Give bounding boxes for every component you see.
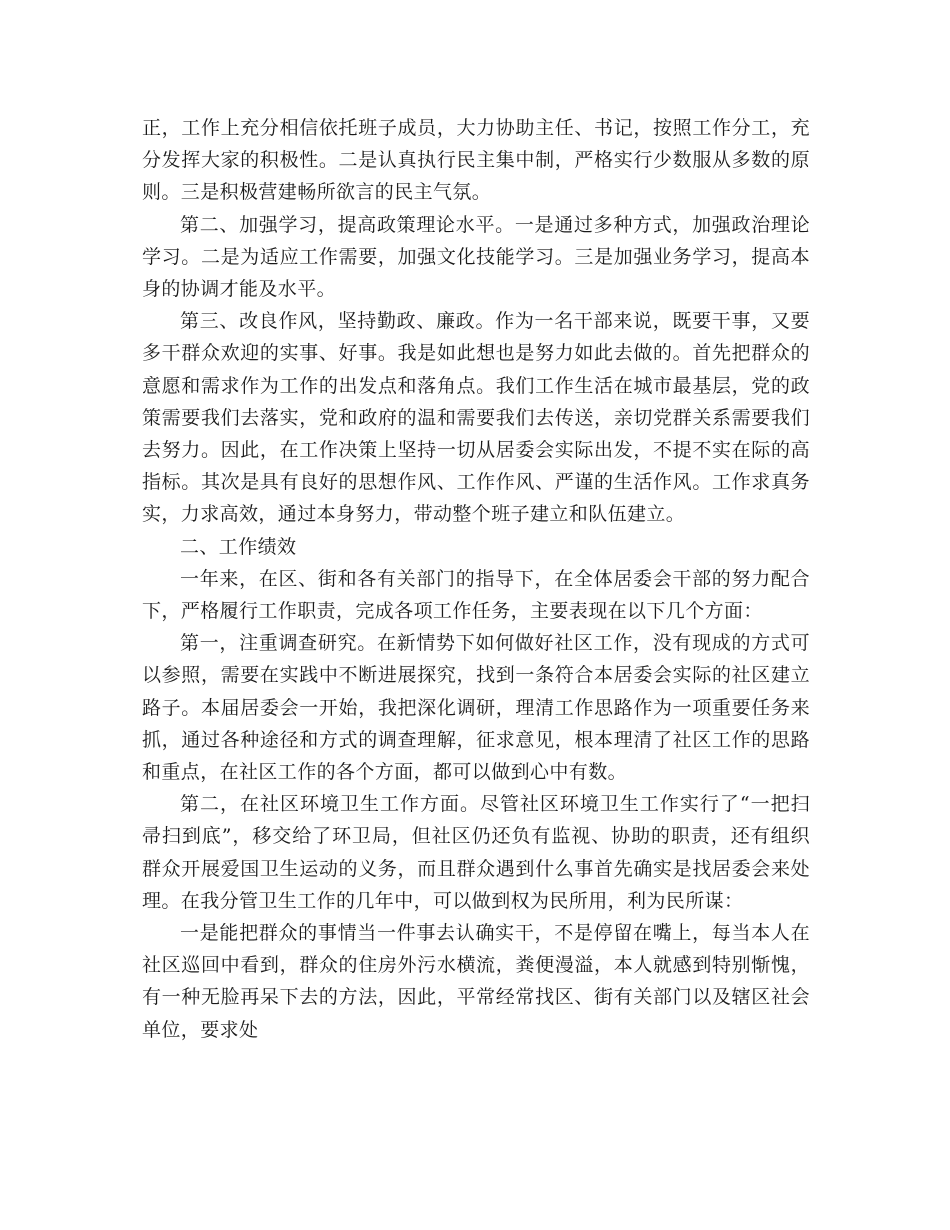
document-body (142, 112, 810, 1046)
paragraph: 第二，在社区环境卫生工作方面。尽管社区环境卫生工作实行了“一把扫帚扫到底”，移交给了环卫局，但社区仍还负有监视、协助的职责，还有组织群众开展爱国卫生运动的义务，而且群众遇到什么事首先确实是找居委会来处理。在我分管卫生工作的几年中，可以做到权为民所用，利为民所谋： (142, 793, 810, 912)
section-heading: 二、工作绩效 (180, 535, 297, 558)
paragraph: 一是能把群众的事情当一件事去认确实干，不是停留在嘴上，每当本人在社区巡回中看到，群众的住房外污水横流，粪便漫溢，本人就感到特别惭愧，有一种无脸再呆下去的方法，因此，平常经常找区、街有关部门以及辖区社会单位，要求处 (142, 922, 810, 1041)
paragraph: 第二、加强学习，提高政策理论水平。一是通过多种方式，加强政治理论学习。二是为适应工作需要，加强文化技能学习。三是加强业务学习，提高本身的协调才能及水平。 (142, 213, 810, 301)
paragraph: 第三、改良作风，坚持勤政、廉政。作为一名干部来说，既要干事，又要多干群众欢迎的实事、好事。我是如此想也是努力如此去做的。首先把群众的意愿和需求作为工作的出发点和落角点。我们工作生活在城市最基层，党的政策需要我们去落实，党和政府的温和需要我们去传送，亲切党群关系需要我们去努力。因此，在工作决策上坚持一切从居委会实际出发，不提不实在际的高指标。其次是具有良好的思想作风、工作作风、严谨的生活作风。工作求真务实，力求高效，通过本身努力，带动整个班子建立和队伍建立。 (142, 310, 810, 526)
paragraph: 第一，注重调查研究。在新情势下如何做好社区工作，没有现成的方式可以参照，需要在实践中不断进展探究，找到一条符合本居委会实际的社区建立路子。本届居委会一开始，我把深化调研，理清工作思路作为一项重要任务来抓，通过各种途径和方式的调查理解，征求意见，根本理清了社区工作的思路和重点，在社区工作的各个方面，都可以做到心中有数。 (142, 632, 810, 784)
paragraph: 正，工作上充分相信依托班子成员，大力协助主任、书记，按照工作分工，充分发挥大家的积极性。二是认真执行民主集中制，严格实行少数服从多数的原则。三是积极营建畅所欲言的民主气氛。 (142, 117, 810, 204)
paragraph: 一年来，在区、街和各有关部门的指导下，在全体居委会干部的努力配合下，严格履行工作职责，完成各项工作任务，主要表现在以下几个方面： (142, 567, 810, 623)
